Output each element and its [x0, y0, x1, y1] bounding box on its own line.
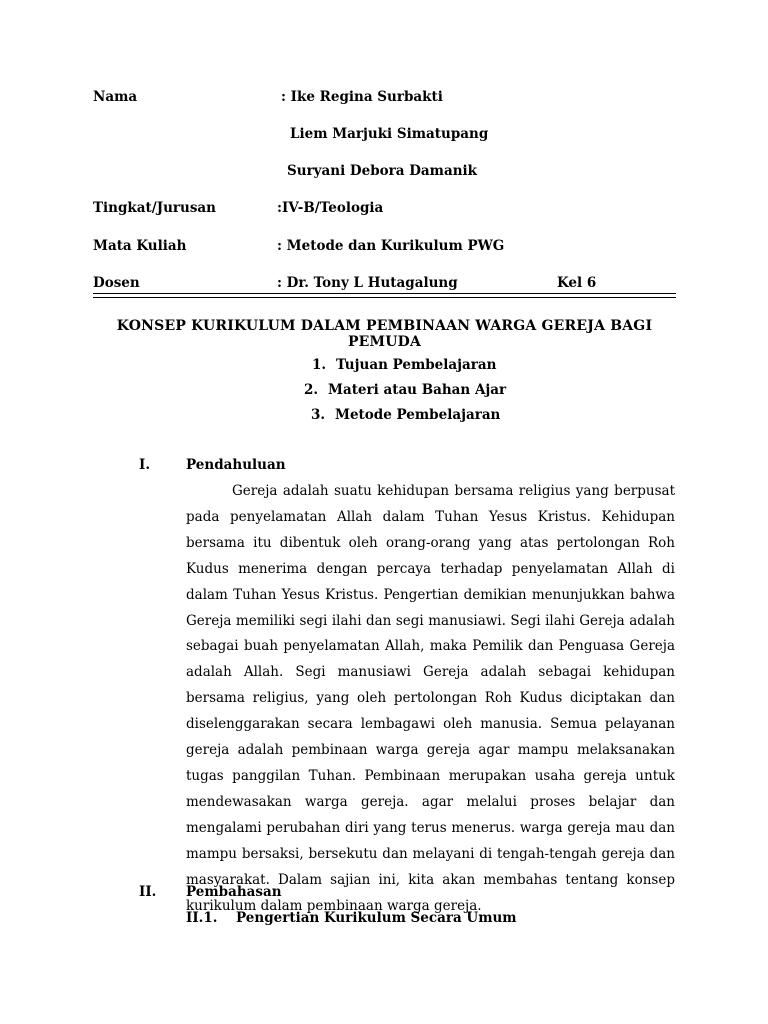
- nama-value-2: Liem Marjuki Simatupang: [290, 126, 489, 142]
- outline-num-1: 1.: [312, 357, 327, 373]
- tingkat-label: Tingkat/Jurusan: [93, 200, 216, 216]
- nama-label: Nama: [93, 89, 138, 105]
- dosen-value: : Dr. Tony L Hutagalung: [277, 275, 458, 291]
- dosen-label: Dosen: [93, 275, 140, 291]
- outline-item-3: Metode Pembelajaran: [335, 407, 501, 423]
- matkul-value: : Metode dan Kurikulum PWG: [277, 238, 505, 254]
- nama-value-3: Suryani Debora Damanik: [287, 163, 477, 179]
- outline-num-2: 2.: [304, 382, 319, 398]
- section-1-number: I.: [139, 457, 151, 473]
- subsection-number: II.1.: [186, 910, 218, 926]
- outline-item-2: Materi atau Bahan Ajar: [328, 382, 507, 398]
- section-1-heading: Pendahuluan: [186, 457, 286, 473]
- kelompok-label: Kel 6: [557, 275, 597, 291]
- section-2-heading: Pembahasan: [186, 884, 282, 900]
- section-2-number: II.: [139, 884, 157, 900]
- matkul-label: Mata Kuliah: [93, 238, 187, 254]
- header-rule-thick: [93, 293, 676, 294]
- document-title: KONSEP KURIKULUM DALAM PEMBINAAN WARGA GEREJA BAGI PEMUDA: [116, 318, 653, 350]
- nama-value-1: : Ike Regina Surbakti: [281, 89, 443, 105]
- section-1-paragraph: Gereja adalah suatu kehidupan bersama religius yang berpusat pada penyelamatan Allah dalam Tuhan Yesus Kristus. Kehidupan bersama itu dibentuk oleh orang-orang yang atas pertolongan Roh Kudus menerima dengan percaya terhadap penyelamatan Allah di dalam Tuhan Yesus Kristus. Pengertian demikian menunjukkan bahwa Gereja memiliki segi ilahi dan segi manusiawi. Segi ilahi Gereja adalah sebagai buah penyelamatan Allah, maka Pemilik dan Penguasa Gereja adalah Allah. Segi manusiawi Gereja adalah sebagai kehidupan bersama religius, yang oleh pertolongan Roh Kudus diciptakan dan diselenggarakan secara lembagawi oleh manusia. Semua pelayanan gereja adalah pembinaan warga gereja agar mampu melaksanakan tugas panggilan Tuhan. Pembinaan merupakan usaha gereja untuk mendewasakan warga gereja. agar melalui proses belajar dan mengalami perubahan diri yang terus menerus. warga gereja mau dan mampu bersaksi, bersekutu dan melayani di tengah-tengah gereja dan masyarakat. Dalam sajian ini, kita akan membahas tentang konsep kurikulum dalam pembinaan warga gereja.: [186, 483, 675, 914]
- subsection-heading: Pengertian Kurikulum Secara Umum: [236, 910, 517, 926]
- tingkat-value: :IV-B/Teologia: [277, 200, 384, 216]
- outline-item-1: Tujuan Pembelajaran: [336, 357, 497, 373]
- header-rule-thin: [93, 297, 676, 298]
- outline-num-3: 3.: [311, 407, 326, 423]
